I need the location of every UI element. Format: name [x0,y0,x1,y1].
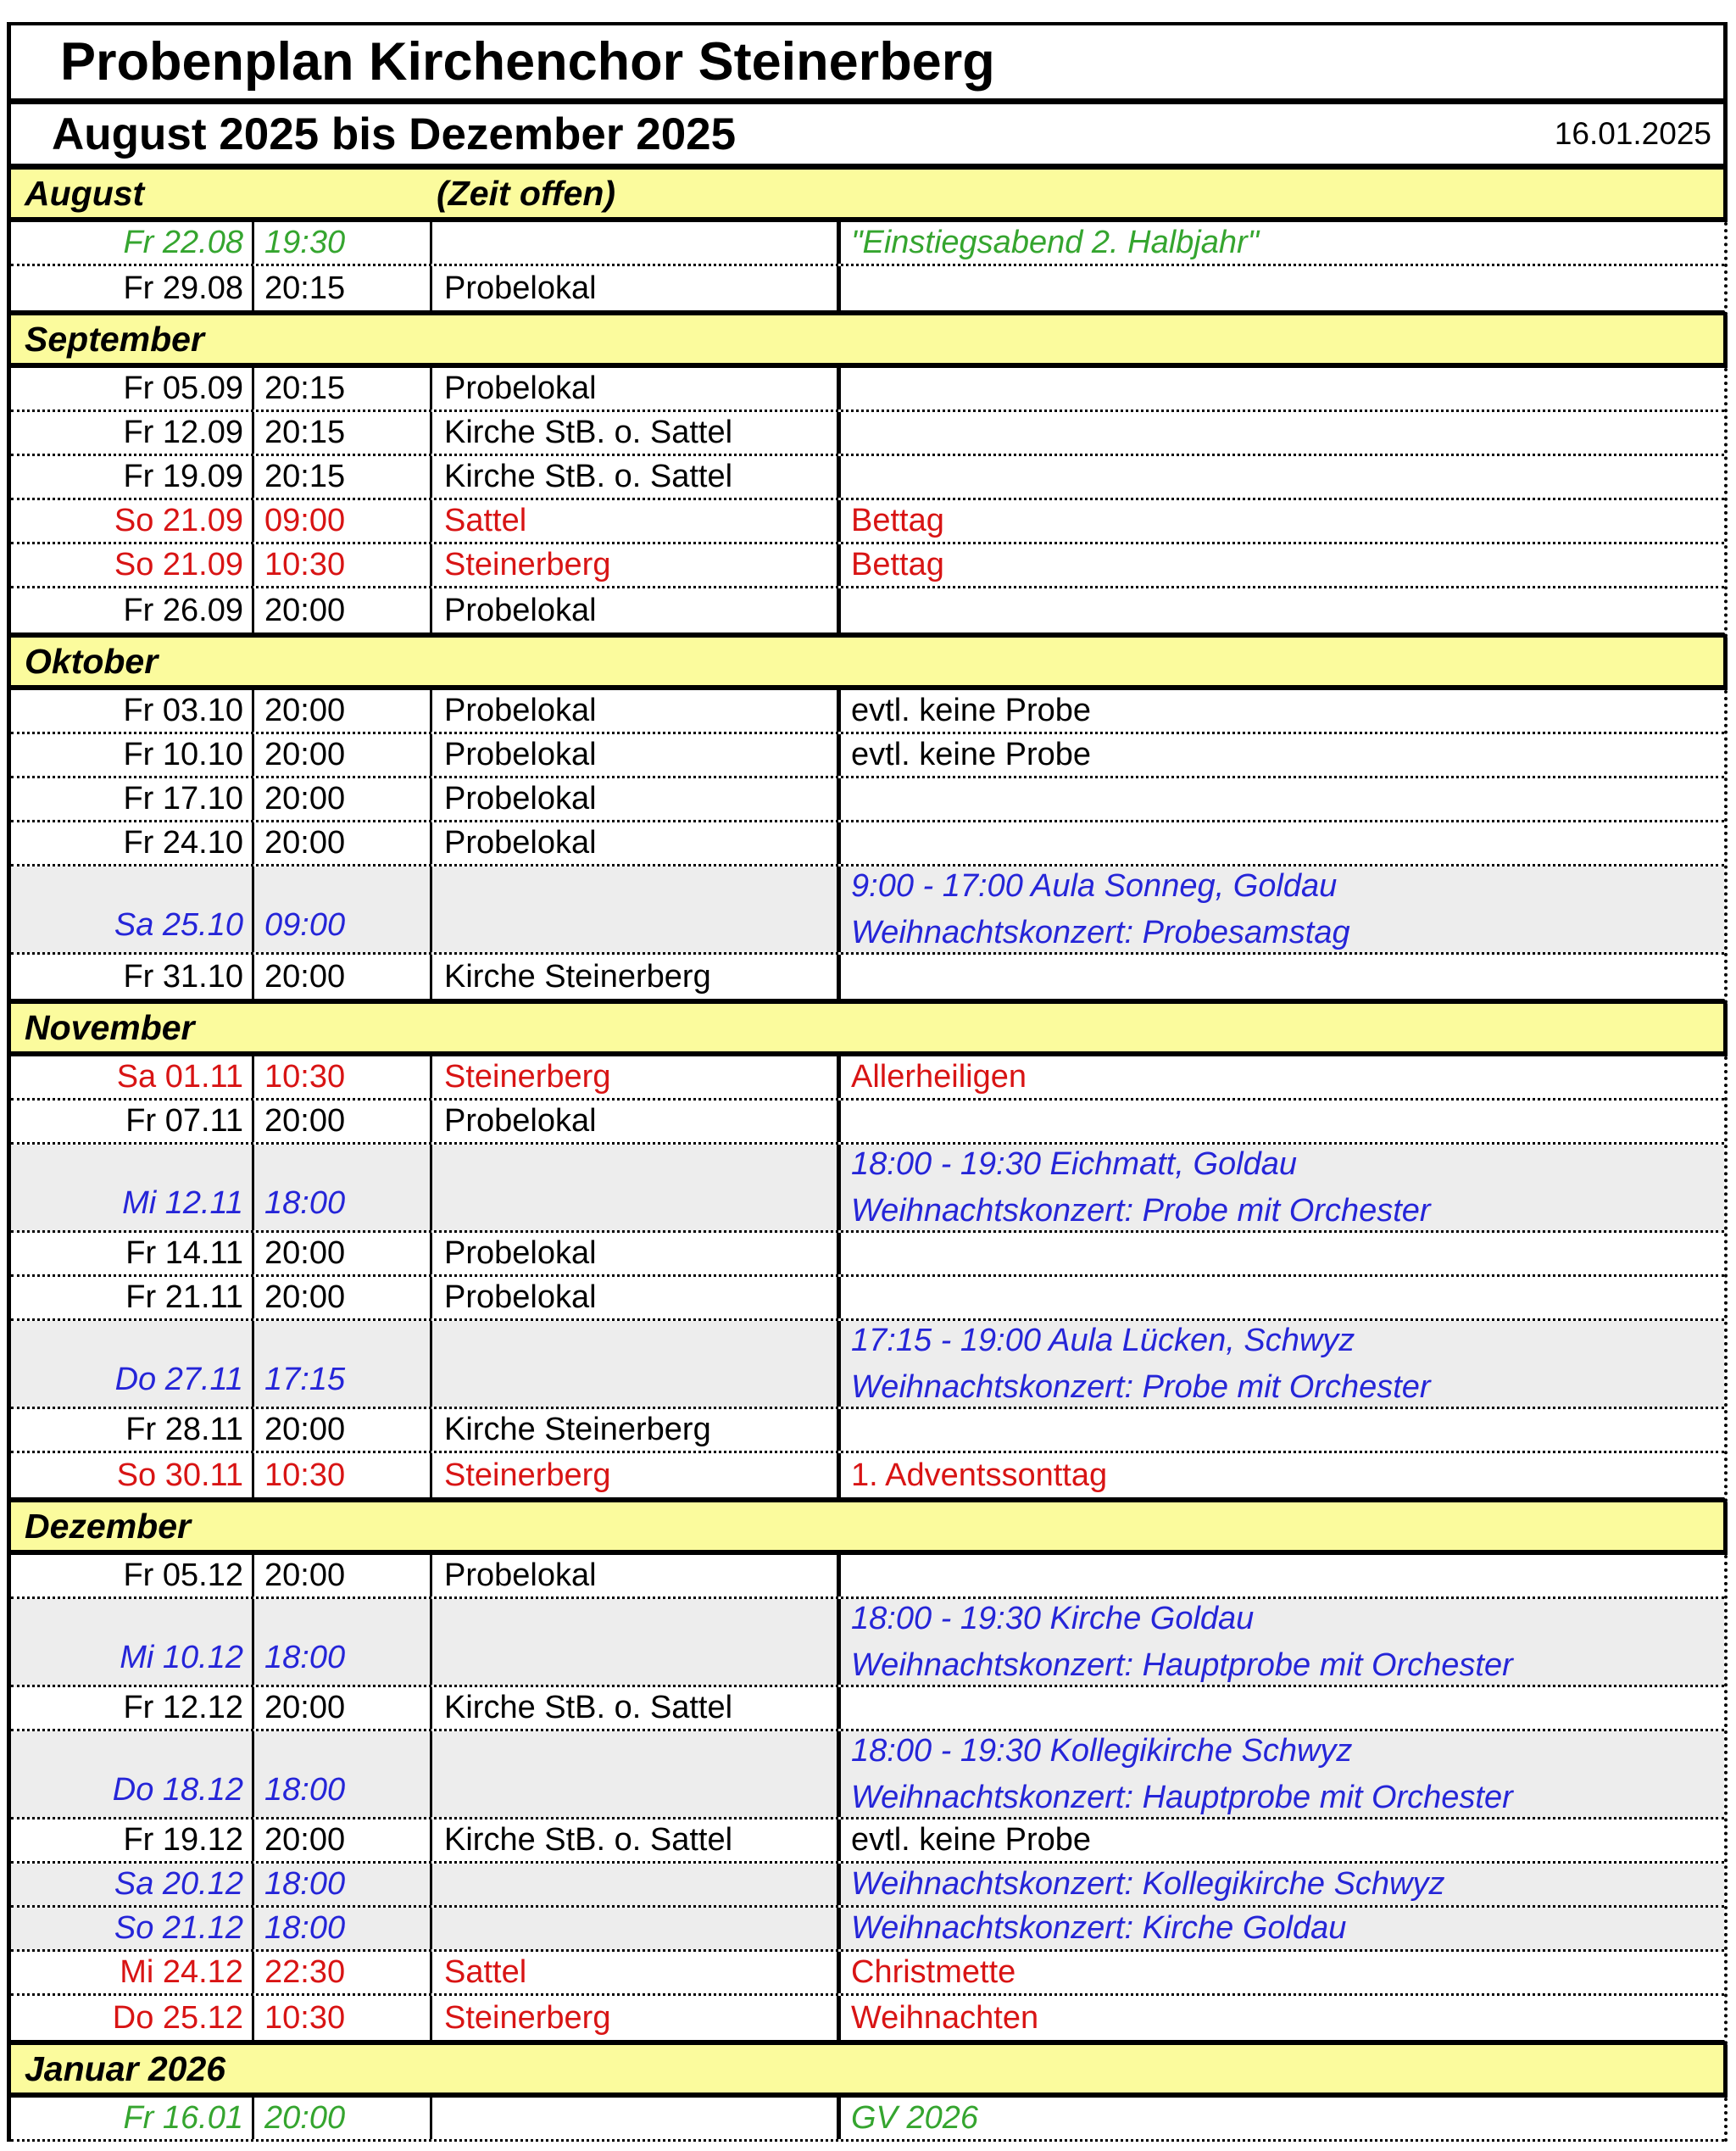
time-cell [254,1321,432,1407]
location-cell [432,1908,841,1949]
time-text: 18:00 [264,1772,346,1808]
time-cell [254,1599,432,1685]
date-cell [11,955,254,999]
date-cell [11,1233,254,1274]
location-text: Sattel [444,503,527,538]
date-cell [11,1599,254,1685]
month-header-oktober [7,638,1728,690]
note-cell [841,1687,1724,1729]
note-cell [841,867,1724,952]
note-text: Weihnachten [851,1999,1039,2036]
note-cell [841,544,1724,586]
month-header-note: (Zeit offen) [437,173,616,213]
schedule-row [11,222,1724,266]
date-text: Fr 05.12 [123,1558,243,1593]
date-cell [11,368,254,410]
schedule-row [11,1819,1724,1864]
date-cell [11,1864,254,1905]
time-cell [254,1908,432,1949]
note-cell [841,1996,1724,2040]
time-cell [254,1233,432,1274]
date-text: Fr 10.10 [123,737,243,772]
location-text: Steinerberg [444,1457,611,1493]
note-text: Bettag [851,547,944,582]
location-cell [432,1145,841,1230]
time-cell [254,456,432,498]
location-cell [432,1409,841,1451]
time-text: 18:00 [264,1866,346,1902]
date-text: Fr 07.11 [125,1103,243,1139]
note-cell [841,1952,1724,1993]
note-line: 18:00 - 19:30 Kirche Goldau [851,1600,1255,1636]
location-cell [432,1233,841,1274]
time-text: 18:00 [264,1640,346,1675]
time-cell [254,734,432,776]
date-text: Mi 10.12 [120,1640,243,1675]
time-cell [254,1453,432,1497]
month-label: Januar 2026 [25,2048,226,2088]
time-text: 20:00 [264,1558,346,1593]
date-cell [11,1056,254,1098]
note-cell [841,588,1724,632]
time-cell [254,1101,432,1142]
time-cell [254,1952,432,1993]
time-text: 20:00 [264,781,346,816]
note-text: Weihnachtskonzert: Kirche Goldau [851,1910,1347,1946]
schedule-row [11,1555,1724,1599]
location-text: Probelokal [444,1558,597,1593]
schedule-row [11,368,1724,412]
time-text: 20:00 [264,825,346,861]
schedule-row [11,1687,1724,1731]
location-text: Probelokal [444,737,597,772]
note-cell [841,500,1724,542]
time-cell [254,1731,432,1817]
note-text: evtl. keine Probe [851,737,1092,772]
location-cell [432,1687,841,1729]
location-text: Probelokal [444,1103,597,1139]
document-subtitle: August 2025 bis Dezember 2025 [52,109,737,159]
month-header-september [7,315,1728,368]
note-cell [841,266,1724,310]
location-cell [432,1952,841,1993]
note-cell [841,734,1724,776]
month-rows-oktober [7,690,1728,1004]
schedule-row [11,1864,1724,1908]
note-cell [841,1864,1724,1905]
location-cell [432,588,841,632]
time-text: 18:00 [264,1185,346,1221]
time-cell [254,1277,432,1318]
note-cell [841,1453,1724,1497]
date-cell [11,1409,254,1451]
schedule-row [11,1233,1724,1277]
time-text: 20:00 [264,1235,346,1271]
location-text: Kirche Steinerberg [444,1412,711,1447]
schedule-row [11,1731,1724,1819]
schedule-row [11,500,1724,544]
time-text: 20:00 [264,737,346,772]
time-cell [254,1687,432,1729]
month-rows-dezember [7,1555,1728,2045]
schedule-row [11,1056,1724,1101]
schedule-row [11,1599,1724,1687]
date-text: Fr 26.09 [123,592,243,628]
date-cell [11,1952,254,1993]
schedule-sections [7,170,1728,2142]
note-cell [841,1321,1724,1407]
time-text: 20:00 [264,1690,346,1725]
schedule-row [11,412,1724,456]
note-cell [841,222,1724,264]
month-header-august [7,170,1728,222]
location-text: Probelokal [444,781,597,816]
note-line: Weihnachtskonzert: Probe mit Orchester [851,1368,1431,1405]
date-text: Fr 21.11 [125,1279,243,1315]
schedule-row [11,734,1724,778]
note-cell [841,1819,1724,1861]
note-cell [841,1555,1724,1597]
time-text: 20:15 [264,415,346,450]
date-cell [11,1321,254,1407]
note-text: Weihnachtskonzert: Kollegikirche Schwyz [851,1866,1445,1902]
date-text: So 21.12 [114,1910,243,1946]
time-text: 20:00 [264,2100,346,2136]
month-rows-september [7,368,1728,638]
note-cell [841,822,1724,864]
schedule-row [11,822,1724,867]
document-date-stamp: 16.01.2025 [1554,116,1711,151]
location-text: Probelokal [444,1235,597,1271]
note-cell [841,1731,1724,1817]
time-text: 20:00 [264,693,346,728]
date-cell [11,1996,254,2040]
date-text: Fr 31.10 [123,958,243,995]
time-cell [254,1996,432,2040]
location-cell [432,955,841,999]
time-cell [254,1056,432,1098]
date-text: Fr 24.10 [123,825,243,861]
date-text: Fr 22.08 [123,225,243,260]
location-cell [432,266,841,310]
schedule-row [11,456,1724,500]
location-cell [432,544,841,586]
location-cell [432,1453,841,1497]
date-text: Fr 05.09 [123,371,243,406]
note-cell [841,456,1724,498]
time-text: 10:30 [264,1059,346,1095]
time-cell [254,266,432,310]
date-cell [11,456,254,498]
location-cell [432,412,841,454]
location-cell [432,822,841,864]
time-cell [254,222,432,264]
month-rows-januar-2026 [7,2098,1728,2142]
schedule-row [11,1277,1724,1321]
time-text: 20:15 [264,459,346,494]
location-text: Kirche Steinerberg [444,958,711,995]
month-label: Oktober [25,641,159,681]
schedule-row [11,867,1724,955]
note-text: evtl. keine Probe [851,1822,1092,1858]
note-line: 18:00 - 19:30 Kollegikirche Schwyz [851,1732,1353,1769]
document-subtitle-box [7,104,1728,170]
location-text: Kirche StB. o. Sattel [444,1690,733,1725]
location-cell [432,2098,841,2139]
time-text: 22:30 [264,1954,346,1990]
note-line: Weihnachtskonzert: Hauptprobe mit Orchester [851,1779,1513,1815]
note-cell [841,1599,1724,1685]
schedule-row [11,1101,1724,1145]
date-text: Do 27.11 [114,1362,243,1397]
document-title-box [7,22,1728,104]
location-cell [432,1731,841,1817]
time-text: 20:00 [264,1279,346,1315]
date-text: So 21.09 [114,547,243,582]
location-text: Probelokal [444,270,597,306]
note-text: evtl. keine Probe [851,693,1092,728]
time-text: 10:30 [264,1457,346,1493]
location-cell [432,1555,841,1597]
schedule-row [11,544,1724,588]
schedule-row [11,1908,1724,1952]
time-cell [254,1819,432,1861]
date-cell [11,1687,254,1729]
time-cell [254,1864,432,1905]
location-cell [432,778,841,820]
date-text: So 21.09 [114,503,243,538]
date-cell [11,1453,254,1497]
location-text: Kirche StB. o. Sattel [444,459,733,494]
location-text: Sattel [444,1954,527,1990]
date-cell [11,1819,254,1861]
schedule-row [11,1409,1724,1453]
note-cell [841,1101,1724,1142]
location-text: Probelokal [444,592,597,628]
time-text: 17:15 [264,1362,346,1397]
date-cell [11,734,254,776]
schedule-row [11,1145,1724,1233]
date-cell [11,1555,254,1597]
note-line: Weihnachtskonzert: Probe mit Orchester [851,1192,1431,1229]
time-text: 09:00 [264,503,346,538]
location-cell [432,1996,841,2040]
note-text: "Einstiegsabend 2. Halbjahr" [851,225,1260,260]
note-cell [841,1056,1724,1098]
note-text: Christmette [851,1954,1016,1990]
note-cell [841,778,1724,820]
time-text: 20:00 [264,1103,346,1139]
location-cell [432,1056,841,1098]
location-cell [432,690,841,732]
time-cell [254,867,432,952]
schedule-table [7,22,1728,2142]
location-text: Kirche StB. o. Sattel [444,415,733,450]
location-cell [432,734,841,776]
location-cell [432,1277,841,1318]
date-cell [11,1145,254,1230]
schedule-row [11,955,1724,999]
date-cell [11,822,254,864]
location-cell [432,1864,841,1905]
date-text: Fr 12.09 [123,415,243,450]
location-cell [432,867,841,952]
date-cell [11,266,254,310]
note-text: 1. Adventssonttag [851,1457,1108,1493]
month-header-januar-2026 [7,2045,1728,2098]
schedule-row [11,2098,1724,2142]
month-label: August [25,173,145,213]
date-cell [11,500,254,542]
date-cell [11,588,254,632]
note-cell [841,412,1724,454]
date-cell [11,2098,254,2139]
month-rows-august [7,222,1728,315]
location-cell [432,1819,841,1861]
location-cell [432,456,841,498]
date-cell [11,1101,254,1142]
note-line: 9:00 - 17:00 Aula Sonneg, Goldau [851,867,1338,904]
schedule-row [11,1996,1724,2040]
time-cell [254,1409,432,1451]
time-cell [254,778,432,820]
time-cell [254,690,432,732]
document-title: Probenplan Kirchenchor Steinerberg [60,32,995,92]
schedule-row [11,1453,1724,1497]
month-header-november [7,1004,1728,1056]
schedule-row [11,1321,1724,1409]
note-line: Weihnachtskonzert: Hauptprobe mit Orchester [851,1647,1513,1683]
note-cell [841,1145,1724,1230]
note-cell [841,1233,1724,1274]
note-cell [841,368,1724,410]
schedule-row [11,778,1724,822]
time-cell [254,368,432,410]
note-text: GV 2026 [851,2100,978,2136]
date-cell [11,867,254,952]
note-line: 18:00 - 19:30 Eichmatt, Goldau [851,1145,1297,1182]
location-cell [432,222,841,264]
location-cell [432,500,841,542]
time-text: 10:30 [264,547,346,582]
month-label: September [25,319,204,359]
time-text: 19:30 [264,225,346,260]
time-cell [254,544,432,586]
schedule-row [11,266,1724,310]
date-text: Fr 12.12 [123,1690,243,1725]
location-text: Kirche StB. o. Sattel [444,1822,733,1858]
date-text: Sa 25.10 [114,907,243,943]
date-cell [11,222,254,264]
location-text: Steinerberg [444,1999,611,2036]
time-text: 20:15 [264,270,346,306]
time-text: 20:00 [264,592,346,628]
time-cell [254,1145,432,1230]
note-text: Allerheiligen [851,1059,1027,1095]
date-text: Sa 20.12 [114,1866,243,1902]
time-cell [254,1555,432,1597]
note-cell [841,1277,1724,1318]
note-cell [841,1908,1724,1949]
location-cell [432,368,841,410]
date-text: Do 18.12 [112,1772,243,1808]
date-text: Mi 12.11 [122,1185,243,1221]
date-cell [11,690,254,732]
location-text: Probelokal [444,693,597,728]
note-text: Bettag [851,503,944,538]
schedule-row [11,588,1724,632]
note-cell [841,955,1724,999]
date-text: Fr 19.09 [123,459,243,494]
time-cell [254,500,432,542]
month-header-dezember [7,1502,1728,1555]
time-text: 20:00 [264,1412,346,1447]
date-text: Fr 17.10 [123,781,243,816]
date-cell [11,1908,254,1949]
date-cell [11,544,254,586]
time-cell [254,955,432,999]
month-label: Dezember [25,1506,191,1546]
location-cell [432,1599,841,1685]
date-cell [11,412,254,454]
location-cell [432,1101,841,1142]
note-line: Weihnachtskonzert: Probesamstag [851,914,1350,950]
time-text: 10:30 [264,1999,346,2036]
schedule-row [11,690,1724,734]
time-text: 20:15 [264,371,346,406]
date-text: Mi 24.12 [120,1954,243,1990]
date-text: Sa 01.11 [116,1059,243,1095]
note-cell [841,2098,1724,2139]
location-cell [432,1321,841,1407]
location-text: Steinerberg [444,547,611,582]
date-text: Fr 19.12 [123,1822,243,1858]
date-text: Fr 14.11 [125,1235,243,1271]
date-text: Fr 29.08 [123,270,243,306]
date-cell [11,1731,254,1817]
location-text: Probelokal [444,1279,597,1315]
time-text: 20:00 [264,1822,346,1858]
note-cell [841,1409,1724,1451]
month-rows-november [7,1056,1728,1502]
schedule-row [11,1952,1724,1996]
time-cell [254,2098,432,2139]
note-cell [841,690,1724,732]
time-cell [254,822,432,864]
time-cell [254,412,432,454]
date-text: Fr 16.01 [123,2100,243,2136]
date-text: Do 25.12 [112,1999,243,2036]
date-text: Fr 28.11 [125,1412,243,1447]
time-text: 20:00 [264,958,346,995]
date-text: Fr 03.10 [123,693,243,728]
location-text: Steinerberg [444,1059,611,1095]
time-cell [254,588,432,632]
location-text: Probelokal [444,371,597,406]
date-cell [11,1277,254,1318]
date-text: So 30.11 [116,1457,243,1493]
location-text: Probelokal [444,825,597,861]
time-text: 18:00 [264,1910,346,1946]
date-cell [11,778,254,820]
month-label: November [25,1007,195,1047]
time-text: 09:00 [264,907,346,943]
note-line: 17:15 - 19:00 Aula Lücken, Schwyz [851,1322,1355,1358]
